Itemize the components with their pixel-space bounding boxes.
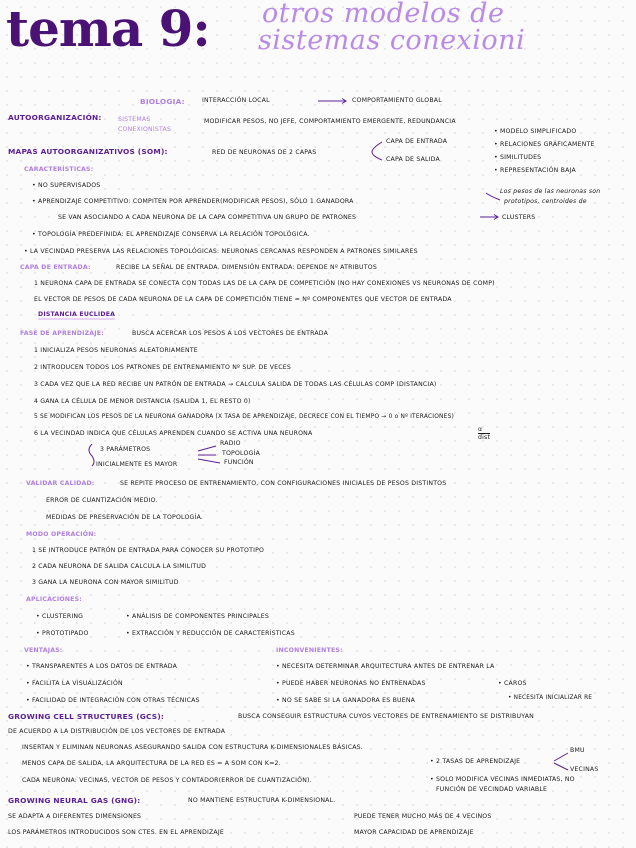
- self-organization-text: MODIFICAR PESOS, NO JEFE, COMPORTAMIENTO EMERGENTE, REDUNDANCIA: [204, 118, 456, 125]
- input-layer-label: CAPA DE ENTRADA:: [20, 264, 91, 271]
- characteristics-label: CARACTERÍSTICAS:: [24, 166, 94, 173]
- gcs-right-3: FUNCIÓN DE VECINDAD VARIABLE: [436, 786, 548, 793]
- gng-right-2: MAYOR CAPACIDAD DE APRENDIZAJE: [354, 829, 474, 836]
- disadvantage-3: • NO SE SABE SI LA GANADORA ES BUENA: [276, 697, 416, 704]
- operation-step-3: 3 GANA LA NEURONA CON MAYOR SIMILITUD: [32, 579, 179, 586]
- disadvantage-2: • PUEDE HABER NEURONAS NO ENTRENADAS: [276, 680, 426, 687]
- fraction-bottom: dist: [478, 434, 491, 441]
- gcs-line-1: BUSCA CONSEGUIR ESTRUCTURA CUYOS VECTORES DE ENTRENAMIENTO SE DISTRIBUYAN: [238, 713, 534, 720]
- right-note-4: • REPRESENTACIÓN BAJA: [494, 167, 576, 174]
- applications-label: APLICACIONES:: [26, 596, 82, 603]
- right-note-3: • SIMILITUDES: [494, 154, 542, 161]
- connectionist-systems-1: SISTEMAS: [118, 116, 151, 123]
- validate-label: VALIDAR CALIDAD:: [26, 480, 95, 487]
- params-brace: [89, 444, 94, 466]
- gcs-line-4: MENOS CAPA DE SALIDA, LA ARQUITECTURA DE LA RED ES = A SOM CON K=2.: [22, 760, 281, 767]
- global-behaviour: COMPORTAMIENTO GLOBAL: [352, 97, 442, 104]
- connectionist-systems-2: CONEXIONISTAS: [118, 126, 172, 133]
- learning-step-6: 6 LA VECINDAD INDICA QUE CÉLULAS APRENDEN CUANDO SE ACTIVA UNA NEURONA: [34, 430, 313, 437]
- euclidean-distance: DISTANCIA EUCLIDEA: [38, 311, 116, 318]
- fraction-top: α: [478, 426, 483, 433]
- learning-phase-label: FASE DE APRENDIZAJE:: [20, 330, 104, 337]
- learning-step-5: 5 SE MODIFICAN LOS PESOS DE LA NEURONA GANADORA (X TASA DE APRENDIZAJE, DECRECE CON EL TIEMPO → 0 o Nº ITERACIONES): [34, 414, 455, 420]
- gcs-bmu: BMU: [570, 747, 585, 754]
- layers-brace: [372, 142, 382, 160]
- char-competitive: • APRENDIZAJE COMPETITIVO: COMPITEN POR APRENDER(MODIFICAR PESOS), SÓLO 1 GANADORA: [32, 198, 354, 205]
- som-heading: MAPAS AUTOORGANIZATIVOS (SOM):: [8, 147, 168, 156]
- input-detail-2: EL VECTOR DE PESOS DE CADA NEURONA DE LA CAPA DE COMPETICIÓN TIENE = Nº COMPONENTES QUE VECTOR DE ENTRADA: [34, 296, 452, 303]
- operation-step-1: 1 SE INTRODUCE PATRÓN DE ENTRADA PARA CONOCER SU PROTOTIPO: [32, 547, 265, 554]
- clusters-label: CLUSTERS: [502, 214, 536, 221]
- right-note-1: • MODELO SIMPLIFICADO: [494, 128, 577, 135]
- note-arrow: [486, 193, 500, 200]
- note-weights-a: Los pesos de las neuronas son: [500, 188, 601, 195]
- validate-text: SE REPITE PROCESO DE ENTRENAMIENTO, CON CONFIGURACIONES INICIALES DE PESOS DISTINTOS: [120, 480, 447, 487]
- gng-line-1: SE ADAPTA A DIFERENTES DIMENSIONES: [8, 813, 142, 820]
- som-network: RED DE NEURONAS DE 2 CAPAS: [212, 149, 317, 156]
- char-neighbourhood: • LA VECINDAD PRESERVA LAS RELACIONES TOPOLÓGICAS: NEURONAS CERCANAS RESPONDEN A PATRONES SIMILARES: [24, 248, 418, 255]
- gcs-line-5: CADA NEURONA: VECINAS, VECTOR DE PESOS Y CONTADOR(ERROR DE CUANTIZACIÓN).: [22, 777, 312, 784]
- page-subtitle-line-2: sistemas conexioni: [258, 25, 526, 56]
- param-radius: RADIO: [220, 440, 241, 447]
- gng-right-1: PUEDE TENER MUCHO MÁS DE 4 VECINOS: [354, 813, 492, 820]
- learning-phase-text: BUSCA ACERCAR LOS PESOS A LOS VECTORES DE ENTRADA: [132, 330, 329, 337]
- gcs-right-2: • SOLO MODIFICA VECINAS INMEDIATAS, NO: [430, 776, 575, 783]
- input-detail-1: 1 NEURONA CAPA DE ENTRADA SE CONECTA CON TODAS LAS DE LA CAPA DE COMPETICIÓN (NO HAY CONEXIONES VS NEURONAS DE COMP): [34, 280, 495, 287]
- input-layer: CAPA DE ENTRADA: [386, 138, 448, 145]
- disadvantages-label: INCONVENIENTES:: [276, 647, 343, 654]
- gcs-neighbours: VECINAS: [570, 766, 599, 773]
- application-clustering: • CLUSTERING: [36, 613, 84, 620]
- learning-step-4: 4 GANA LA CÉLULA DE MENOR DISTANCIA (SALIDA 1, EL RESTO 0): [34, 398, 251, 405]
- operation-mode-label: MODO OPERACIÓN:: [26, 531, 97, 538]
- gcs-right-1: • 2 TASAS DE APRENDIZAJE: [430, 758, 521, 765]
- disadvantage-init: • NECESITA INICIALIZAR RE: [508, 695, 593, 701]
- biology-label: BIOLOGIA:: [140, 97, 185, 106]
- gng-line-2: LOS PARÁMETROS INTRODUCIDOS SON CTES. EN EL APRENDIZAJE: [8, 829, 224, 836]
- param-initially-larger: INICIALMENTE ES MAYOR: [96, 461, 178, 468]
- gcs-heading: GROWING CELL STRUCTURES (GCS):: [8, 712, 165, 721]
- application-feature-extraction: • EXTRACCIÓN Y REDUCCIÓN DE CARACTERÍSTICAS: [126, 630, 295, 637]
- input-layer-text: RECIBE LA SEÑAL DE ENTRADA. DIMENSIÓN ENTRADA: DEPENDE Nº ATRIBUTOS: [116, 264, 377, 271]
- application-pca: • ANÁLISIS DE COMPONENTES PRINCIPALES: [126, 613, 270, 620]
- local-interaction: INTERACCIÓN LOCAL: [202, 97, 270, 104]
- self-organization-label: AUTOORGANIZACIÓN:: [8, 113, 102, 122]
- param-function: FUNCIÓN: [224, 459, 254, 466]
- validate-error: ERROR DE CUANTIZACIÓN MEDIO.: [46, 497, 158, 504]
- gng-heading: GROWING NEURAL GAS (GNG):: [8, 796, 141, 805]
- disadvantage-expensive: • CAROS: [498, 680, 527, 687]
- advantage-3: • FACILIDAD DE INTEGRACIÓN CON OTRAS TÉCNICAS: [26, 697, 200, 704]
- output-layer: CAPA DE SALIDA: [386, 156, 440, 163]
- gcs-line-2: DE ACUERDO A LA DISTRIBUCIÓN DE LOS VECTORES DE ENTRADA: [8, 728, 226, 735]
- learning-step-2: 2 INTRODUCEN TODOS LOS PATRONES DE ENTRENAMIENTO Nº SUP. DE VECES: [34, 364, 292, 371]
- right-note-2: • RELACIONES GRÁFICAMENTE: [494, 141, 595, 148]
- three-params: 3 PARÁMETROS: [100, 446, 151, 453]
- disadvantage-1: • NECESITA DETERMINAR ARQUITECTURA ANTES DE ENTRENAR LA: [276, 663, 495, 670]
- learning-step-3: 3 CADA VEZ QUE LA RED RECIBE UN PATRÓN DE ENTRADA → CALCULA SALIDA DE TODAS LAS CÉLULAS COMP (DISTANCIA): [34, 381, 437, 388]
- advantage-1: • TRANSPARENTES A LOS DATOS DE ENTRADA: [26, 663, 178, 670]
- operation-step-2: 2 CADA NEURONA DE SALIDA CALCULA LA SIMILITUD: [32, 563, 207, 570]
- gcs-line-3: INSERTAN Y ELIMINAN NEURONAS ASEGURANDO SALIDA CON ESTRUCTURA K-DIMENSIONALES BÁSICAS.: [22, 744, 363, 751]
- char-topology: • TOPOLOGÍA PREDEFINIDA: EL APRENDIZAJE CONSERVA LA RELACIÓN TOPOLÓGICA.: [32, 231, 310, 238]
- page-title: tema 9:: [6, 0, 210, 58]
- application-prototyping: • PROTOTIPADO: [36, 630, 89, 637]
- param-topology: TOPOLOGÍA: [222, 450, 261, 457]
- advantage-2: • FACILITA LA VISUALIZACIÓN: [26, 680, 123, 687]
- learning-step-1: 1 INICIALIZA PESOS NEURONAS ALEATORIAMENTE: [34, 347, 198, 354]
- char-competitive-detail: SE VAN ASOCIANDO A CADA NEURONA DE LA CAPA COMPETITIVA UN GRUPO DE PATRONES: [58, 214, 357, 221]
- page-subtitle-line-1: otros modelos de: [262, 0, 505, 29]
- gng-text: NO MANTIENE ESTRUCTURA K-DIMENSIONAL.: [188, 797, 336, 804]
- advantages-label: VENTAJAS:: [24, 647, 63, 654]
- char-unsupervised: • NO SUPERVISADOS: [32, 182, 101, 189]
- note-weights-b: prototipos, centroides de: [504, 198, 587, 205]
- validate-topology: MEDIDAS DE PRESERVACIÓN DE LA TOPOLOGÍA.: [46, 514, 204, 521]
